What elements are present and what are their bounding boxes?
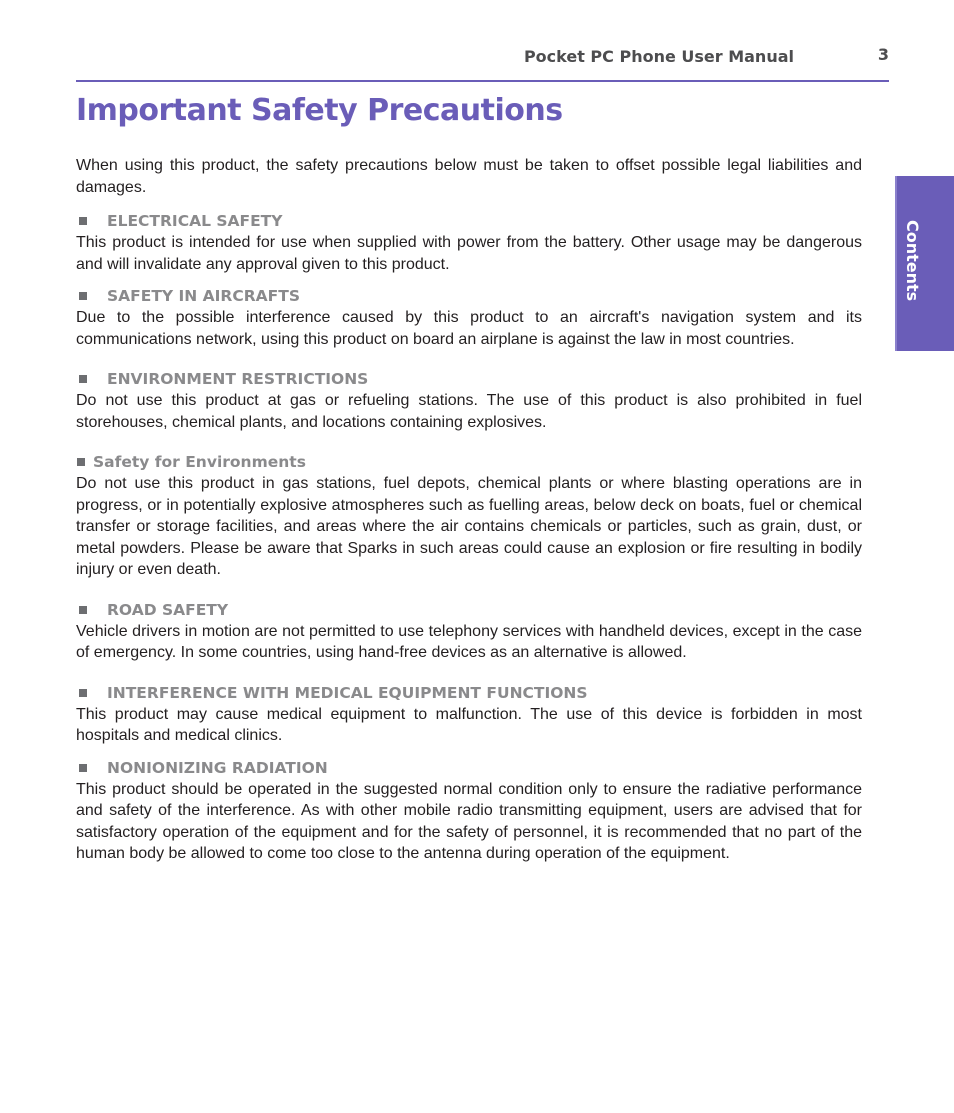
section-heading <box>76 682 862 704</box>
section-heading-text: SAFETY IN AIRCRAFTS <box>107 287 300 305</box>
section-heading-text: ELECTRICAL SAFETY <box>107 212 283 230</box>
square-bullet-icon <box>79 375 87 383</box>
contents-tab-label: Contents <box>903 220 922 302</box>
section-heading-text: INTERFERENCE WITH MEDICAL EQUIPMENT FUNCTIONS <box>107 683 588 702</box>
section-heading <box>76 757 862 779</box>
section-body: Do not use this product in gas stations, fuel depots, chemical plants or where blasting operations are in progress, or in potentially explosive atmospheres such as fuelling areas, below deck on boats, fuel or chemical transfer or storage facilities, and areas where the air contains chemicals or particles, such as grain, dust, or metal powders. Please be aware that Sparks in such areas could cause an explosion or fire resulting in bodily injury or even death. <box>76 475 862 578</box>
page-title: Important Safety Precautions <box>76 93 563 128</box>
section-heading <box>76 368 862 390</box>
section-body: Do not use this product at gas or refueling stations. The use of this product is also prohibited in fuel storehouses, chemical plants, and locations containing explosives. <box>76 392 862 431</box>
section-medical-equipment <box>76 682 862 747</box>
section-nonionizing-radiation <box>76 757 862 865</box>
page-header <box>76 44 889 82</box>
section-heading <box>76 210 862 232</box>
manual-title: Pocket PC Phone User Manual <box>523 47 794 66</box>
intro-paragraph: When using this product, the safety precautions below must be taken to offset possible legal liabilities and damages. <box>76 157 862 196</box>
section-heading-text: Safety for Environments <box>93 453 306 471</box>
section-body: This product is intended for use when supplied with power from the battery. Other usage may be dangerous and will invalidate any approval given to this product. <box>76 234 862 273</box>
square-bullet-icon <box>79 292 87 300</box>
section-body: This product may cause medical equipment to malfunction. The use of this device is forbidden in most hospitals and medical clinics. <box>76 705 862 744</box>
section-body: Due to the possible interference caused by this product to an aircraft's navigation system and its communications network, using this product on board an airplane is against the law in most countries. <box>76 309 862 348</box>
section-safety-for-environments <box>76 451 862 581</box>
square-bullet-icon <box>79 689 87 697</box>
square-bullet-icon <box>79 606 87 614</box>
section-heading <box>76 285 862 307</box>
section-road-safety <box>76 599 862 664</box>
section-heading-text: ENVIRONMENT RESTRICTIONS <box>107 370 369 388</box>
square-bullet-icon <box>79 217 87 225</box>
section-heading-text: NONIONIZING RADIATION <box>107 758 328 777</box>
section-heading-text: ROAD SAFETY <box>107 600 229 619</box>
square-bullet-icon <box>77 458 85 466</box>
page-number: 3 <box>877 45 889 64</box>
square-bullet-icon <box>79 764 87 772</box>
section-body: Vehicle drivers in motion are not permitted to use telephony services with handheld devices, except in the case of emergency. In some countries, using hand-free devices as an alternative is allowed. <box>76 622 862 661</box>
contents-tab[interactable] <box>895 176 954 351</box>
section-heading <box>76 599 862 621</box>
section-safety-in-aircrafts <box>76 285 862 350</box>
section-electrical-safety <box>76 210 862 275</box>
section-heading <box>76 451 862 473</box>
page-content <box>76 155 862 883</box>
section-environment-restrictions <box>76 368 862 433</box>
section-body: This product should be operated in the suggested normal condition only to ensure the radiative performance and safety of the interference. As with other mobile radio transmitting equipment, users are advised that for satisfactory operation of the equipment and for the safety of personnel, it is recommended that no part of the human body be allowed to come too close to the antenna during operation of the equipment. <box>76 780 862 862</box>
